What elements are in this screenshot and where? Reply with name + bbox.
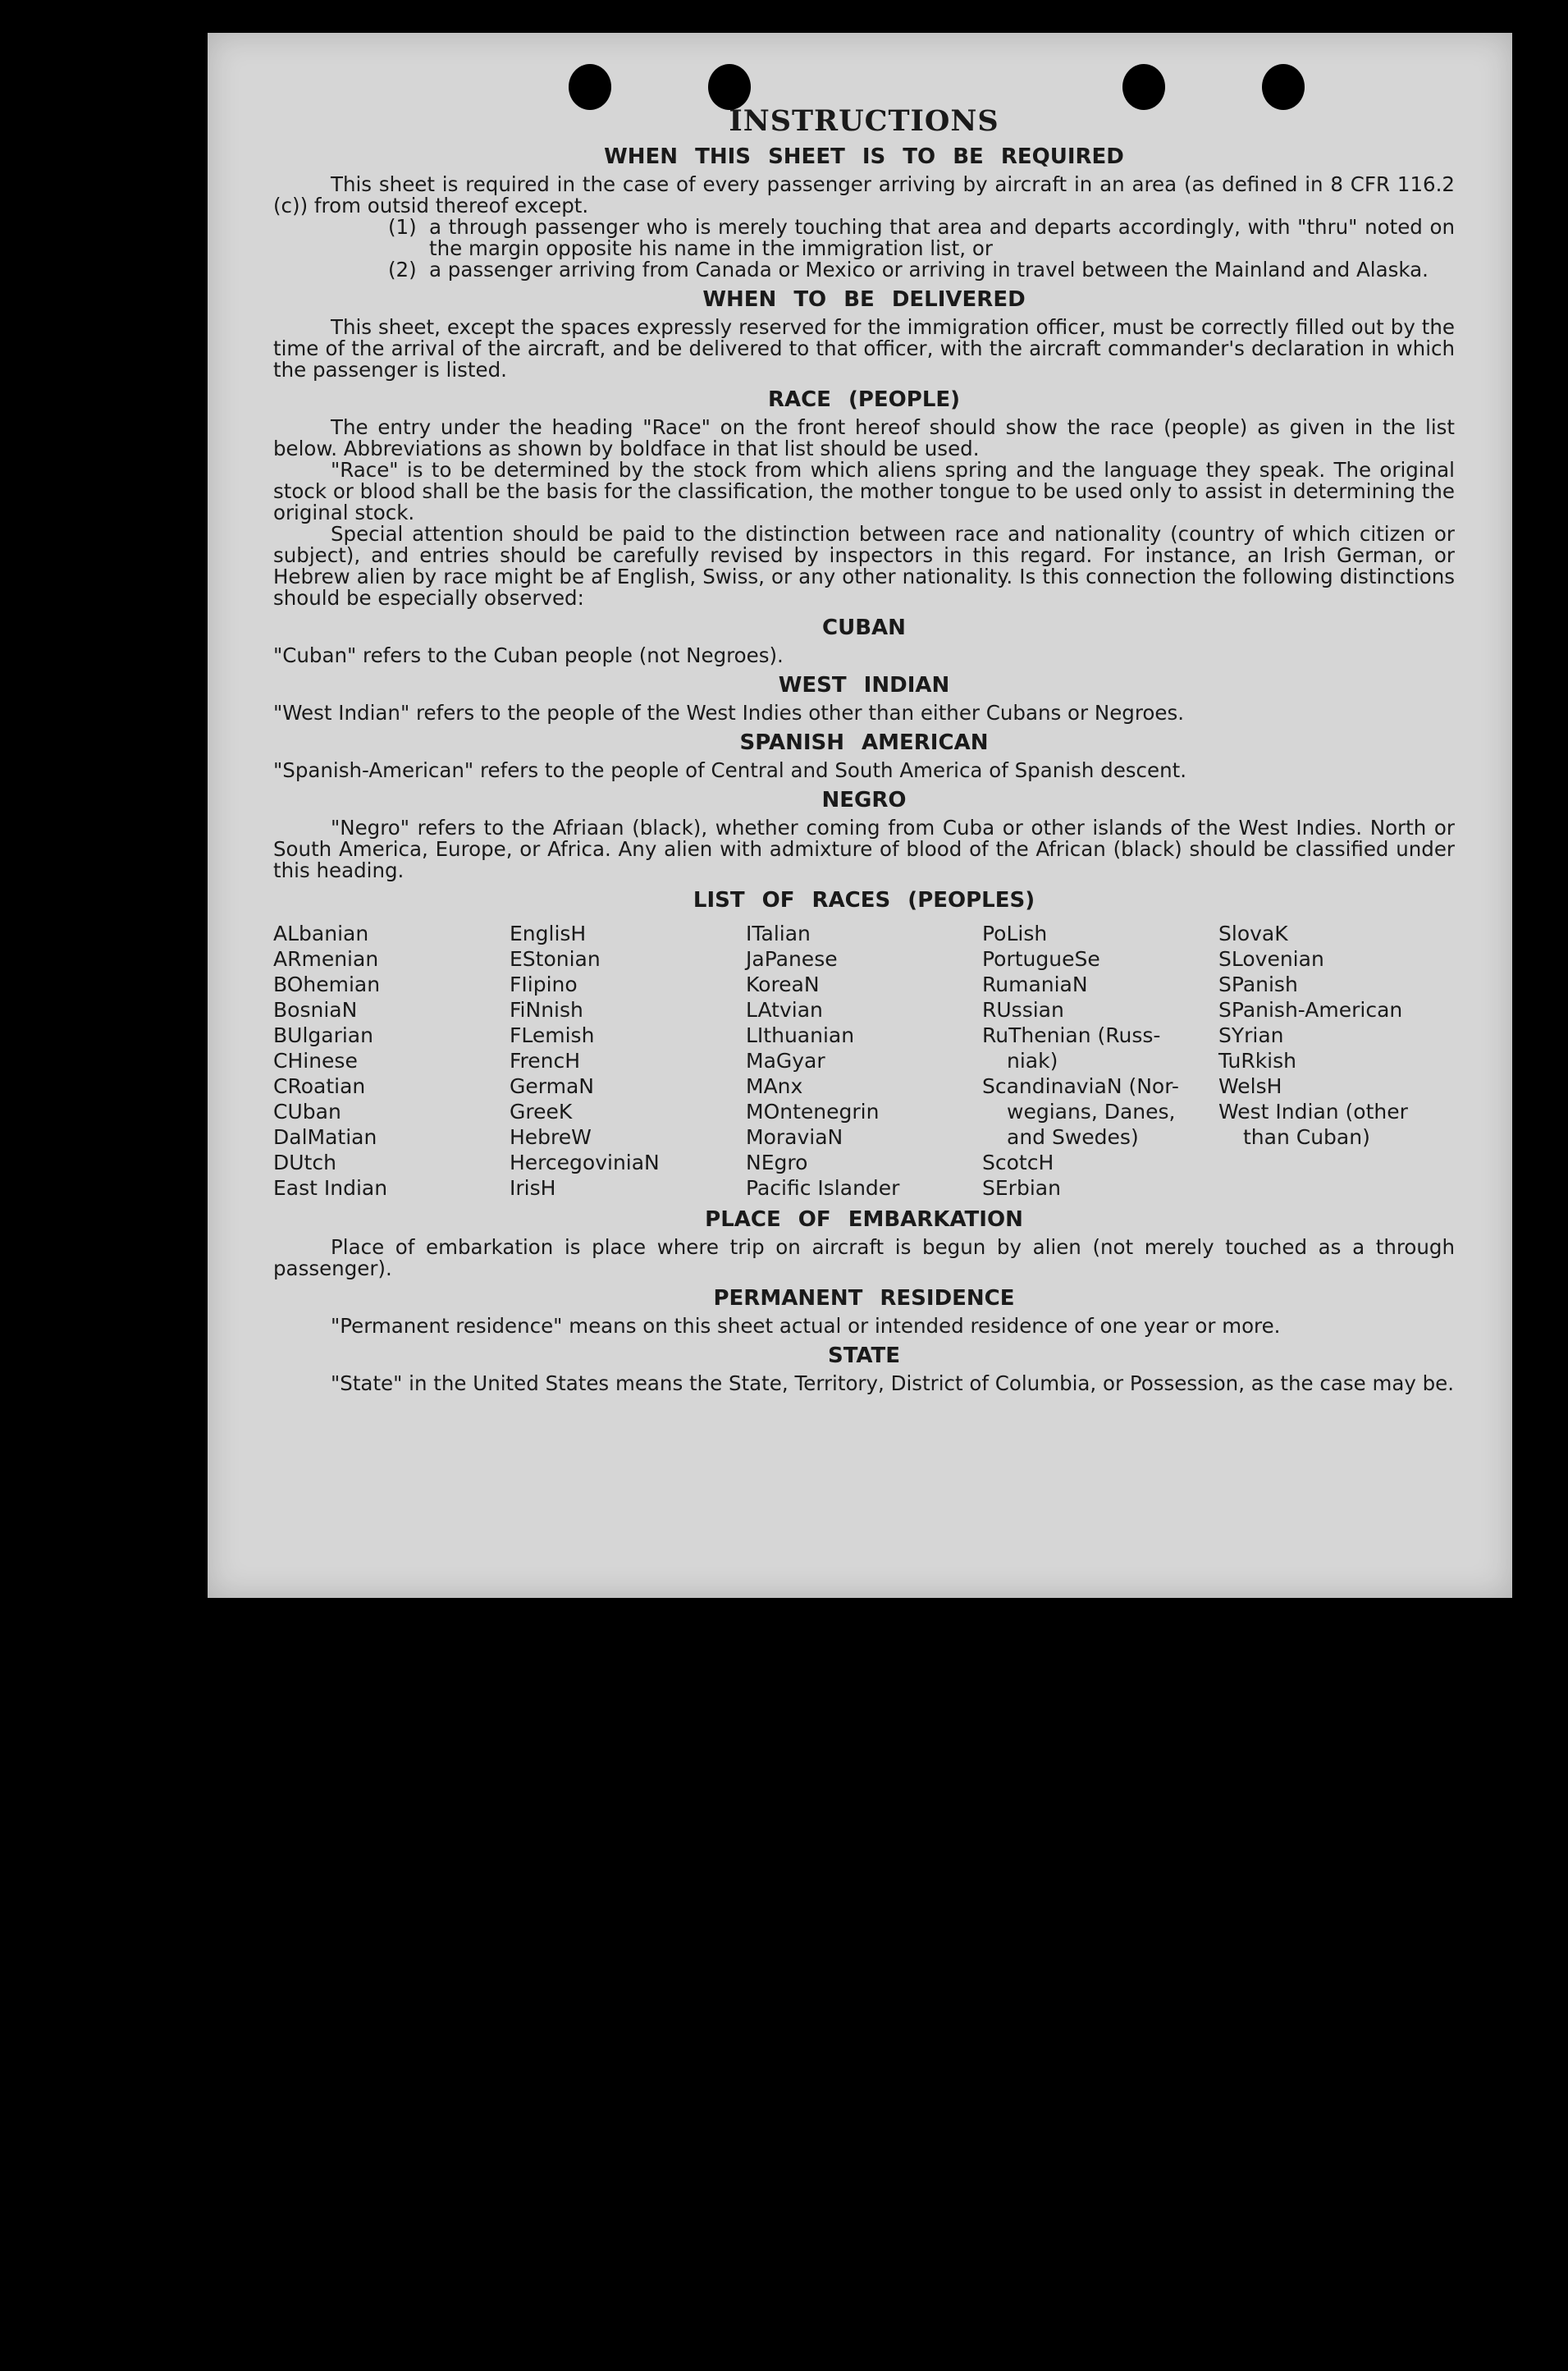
race-entry: BUlgarian xyxy=(273,1023,373,1047)
punch-hole xyxy=(569,64,611,110)
paragraph-embarkation: Place of embarkation is place where trip on aircraft is begun by alien (not merely touched as a through passenger). xyxy=(273,1235,1455,1280)
race-entry: East Indian xyxy=(273,1176,388,1200)
race-entry: BosniaN xyxy=(273,998,358,1022)
race-entry: ScotcH xyxy=(982,1151,1054,1174)
heading-cuban: CUBAN xyxy=(822,616,906,640)
race-entry: Pacific Islander xyxy=(746,1176,900,1200)
race-column xyxy=(982,921,1218,1201)
race-entry: DUtch xyxy=(273,1151,336,1174)
race-entry: niak) xyxy=(1007,1049,1058,1073)
race-column xyxy=(510,921,746,1201)
race-entry: FrencH xyxy=(510,1049,581,1073)
punch-hole xyxy=(1262,64,1305,110)
race-entry: KoreaN xyxy=(746,973,820,996)
race-entry: DalMatian xyxy=(273,1125,377,1149)
race-column xyxy=(273,921,510,1201)
race-entry: FLemish xyxy=(510,1023,595,1047)
race-entry: GreeK xyxy=(510,1100,573,1124)
race-entry: than Cuban) xyxy=(1243,1125,1370,1149)
item-text: a passenger arriving from Canada or Mexico or arriving in travel between the Mainland and Alaska. xyxy=(429,258,1429,281)
race-entry: BOhemian xyxy=(273,973,381,996)
heading-race: RACE (PEOPLE) xyxy=(767,387,961,412)
race-entry: SErbian xyxy=(982,1176,1061,1200)
race-entry: FIipino xyxy=(510,973,578,996)
list-item xyxy=(273,217,1455,259)
page-title: INSTRUCTIONS xyxy=(729,104,999,138)
race-entry: LAtvian xyxy=(746,998,823,1022)
race-entry: HercegoviniaN xyxy=(510,1151,660,1174)
race-entry: CUban xyxy=(273,1100,341,1124)
heading-when-delivered: WHEN TO BE DELIVERED xyxy=(702,287,1026,312)
race-entry: LIthuanian xyxy=(746,1023,855,1047)
item-number: (2) xyxy=(388,258,417,281)
punch-hole xyxy=(708,64,751,110)
race-entry: SlovaK xyxy=(1218,922,1288,945)
race-entry: ALbanian xyxy=(273,922,369,945)
paragraph-race: Special attention should be paid to the distinction between race and nationality (country of which citizen or subject), and entries should be carefully revised by inspectors in this regard. For instance, an Irish German, or Hebrew alien by race might be af English, Swiss, or any other nationality. Is this connection the following distinctions should be especially observed: xyxy=(273,522,1455,610)
race-entry: EStonian xyxy=(510,947,601,971)
race-entry: IrisH xyxy=(510,1176,556,1200)
instructions-content xyxy=(273,105,1455,1394)
race-entry: ITalian xyxy=(746,922,811,945)
paragraph-when-delivered: This sheet, except the spaces expressly reserved for the immigration officer, must be correctly filled out by the time of the arrival of the aircraft, and be delivered to that officer, with the aircraft commander's declaration in which the passenger is listed. xyxy=(273,315,1455,382)
race-column xyxy=(746,921,982,1201)
race-entry: CRoatian xyxy=(273,1074,366,1098)
race-entry: ARmenian xyxy=(273,947,379,971)
race-entry: CHinese xyxy=(273,1049,358,1073)
item-text: a through passenger who is merely touching that area and departs accordingly, with "thru" noted on the margin opposite his name in the immigration list, or xyxy=(429,215,1455,260)
race-entry: MAnx xyxy=(746,1074,803,1098)
paragraph-cuban: "Cuban" refers to the Cuban people (not Negroes). xyxy=(273,643,784,667)
paragraph-west-indian: "West Indian" refers to the people of the West Indies other than either Cubans or Negroes. xyxy=(273,701,1185,725)
race-entry: GermaN xyxy=(510,1074,594,1098)
paragraph-negro: "Negro" refers to the Afriaan (black), whether coming from Cuba or other islands of the West Indies. North or South America, Europe, or Africa. Any alien with admixture of blood of the African (black) should be classified under this heading. xyxy=(273,816,1455,882)
race-entry: RUssian xyxy=(982,998,1064,1022)
list-item xyxy=(273,259,1455,281)
heading-when-required: WHEN THIS SHEET IS TO BE REQUIRED xyxy=(604,144,1124,169)
paragraph-spanish-american: "Spanish-American" refers to the people of Central and South America of Spanish descent. xyxy=(273,758,1187,782)
race-list xyxy=(273,921,1455,1201)
race-entry: EnglisH xyxy=(510,922,587,945)
heading-spanish-american: SPANISH AMERICAN xyxy=(739,730,989,755)
race-entry: MOntenegrin xyxy=(746,1100,880,1124)
paragraph-race: The entry under the heading "Race" on the front hereof should show the race (people) as given in the list below. Abbreviations as shown by boldface in that list should be used. xyxy=(273,415,1455,460)
heading-permanent-residence: PERMANENT RESIDENCE xyxy=(713,1286,1015,1311)
paragraph-race: "Race" is to be determined by the stock from which aliens spring and the language they speak. The original stock or blood shall be the basis for the classification, the mother tongue to be used only to assist in determining the original stock. xyxy=(273,458,1455,524)
race-entry: PoLish xyxy=(982,922,1048,945)
race-entry: MaGyar xyxy=(746,1049,825,1073)
race-entry: ScandinaviaN (Nor- xyxy=(982,1074,1179,1098)
race-entry: MoraviaN xyxy=(746,1125,843,1149)
race-entry: SLovenian xyxy=(1218,947,1324,971)
race-entry: RuThenian (Russ- xyxy=(982,1023,1161,1047)
race-entry: RumaniaN xyxy=(982,973,1088,996)
paragraph-when-required: This sheet is required in the case of every passenger arriving by aircraft in an area (as defined in 8 CFR 116.2 (c)) from outsid thereof except. xyxy=(273,172,1455,217)
race-entry: SPanish-American xyxy=(1218,998,1403,1022)
race-column xyxy=(1218,921,1455,1201)
heading-west-indian: WEST INDIAN xyxy=(778,673,950,698)
race-entry: NEgro xyxy=(746,1151,808,1174)
race-entry: wegians, Danes, xyxy=(1007,1100,1176,1124)
paragraph-permanent-residence: "Permanent residence" means on this sheet actual or intended residence of one year or more. xyxy=(331,1314,1281,1338)
race-entry: HebreW xyxy=(510,1125,592,1149)
race-entry: SPanish xyxy=(1218,973,1298,996)
race-entry: West Indian (other xyxy=(1218,1100,1408,1124)
race-entry: TuRkish xyxy=(1218,1049,1296,1073)
document-sheet xyxy=(208,33,1512,1598)
race-entry: WelsH xyxy=(1218,1074,1282,1098)
paragraph-state: "State" in the United States means the State, Territory, District of Columbia, or Possession, as the case may be. xyxy=(331,1371,1455,1395)
item-number: (1) xyxy=(388,215,417,239)
heading-negro: NEGRO xyxy=(821,788,907,812)
race-entry: JaPanese xyxy=(746,947,838,971)
heading-embarkation: PLACE OF EMBARKATION xyxy=(705,1207,1023,1232)
heading-list-of-races: LIST OF RACES (PEOPLES) xyxy=(693,888,1035,913)
race-entry: PortugueSe xyxy=(982,947,1100,971)
heading-state: STATE xyxy=(827,1343,901,1368)
race-entry: FiNnish xyxy=(510,998,583,1022)
race-entry: and Swedes) xyxy=(1007,1125,1139,1149)
race-entry: SYrian xyxy=(1218,1023,1284,1047)
punch-hole xyxy=(1122,64,1165,110)
